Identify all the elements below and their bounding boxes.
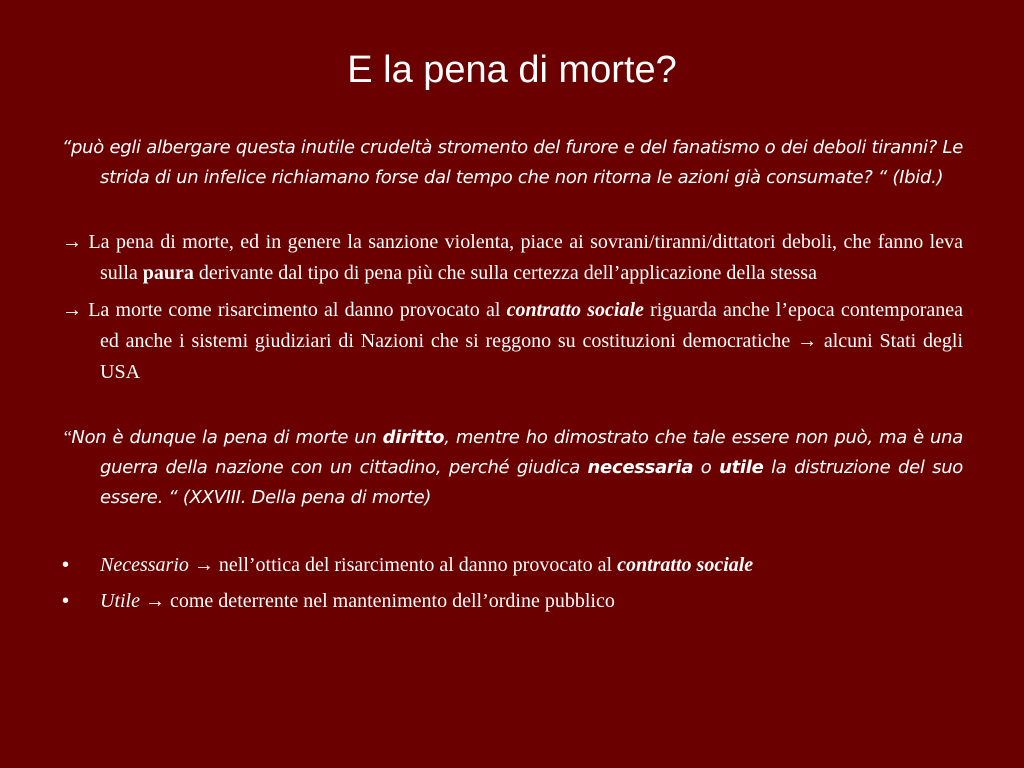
paragraph-contratto-sociale [62,295,963,388]
paura-term: paura [142,262,194,284]
diritto-term: diritto [382,427,445,448]
bullet-term: Utile [100,590,140,612]
quote2-part4: la distruzione del suo essere. “ (XXVIII. Della pena di morte) [100,457,964,508]
bullet-emphasis: contratto sociale [617,554,754,576]
bullet-marker: • [62,554,70,576]
slide-body [62,133,963,619]
beccaria-quote-1: “può egli albergare questa inutile crudeltà stromento del furore e del fanatismo o dei deboli tiranni? Le strida di un infelice richiamano forse dal tempo che non ritorna le azioni già consumate? “ (Ibid.) [62,137,963,188]
bullet-term: Necessario [100,554,189,576]
quote2-part1: Non è dunque la pena di morte un [71,427,383,448]
quote2-part3: o [693,457,720,478]
necessaria-term: necessaria [587,457,694,478]
utile-term: utile [719,457,764,478]
slide-title: E la pena di morte? [347,49,677,91]
paragraph-paura [62,227,963,289]
quote2-open-mark: ‘‘ [62,427,72,447]
bullet-text: → come deterrente nel mantenimento dell’ordine pubblico [140,590,615,612]
beccaria-quote-2 [62,422,963,513]
quote2-part2: , mentre ho dimostrato che tale essere non può, ma è una guerra della nazione con un cittadino, perché giudica [100,427,963,478]
paragraph-contratto-prefix: → La morte come risarcimento al danno provocato al [62,299,507,321]
paragraph-paura-prefix: → La pena di morte, ed in genere la sanzione violenta, piace ai sovrani/tiranni/dittatori deboli, che fanno leva sulla [62,231,963,284]
bullet-item-utile [62,583,963,619]
bullet-marker: • [62,590,70,612]
paragraph-contratto-suffix: riguarda anche l’epoca contemporanea ed anche i sistemi giudiziari di Nazioni che si reggono su costituzioni democratiche → alcuni Stati degli USA [100,299,963,383]
paragraph-paura-suffix: derivante dal tipo di pena più che sulla certezza dell’applicazione della stessa [193,262,817,284]
bullet-item-necessario [62,547,963,583]
contratto-sociale-term: contratto sociale [506,299,644,321]
bullet-text: → nell’ottica del risarcimento al danno provocato al [188,554,618,576]
